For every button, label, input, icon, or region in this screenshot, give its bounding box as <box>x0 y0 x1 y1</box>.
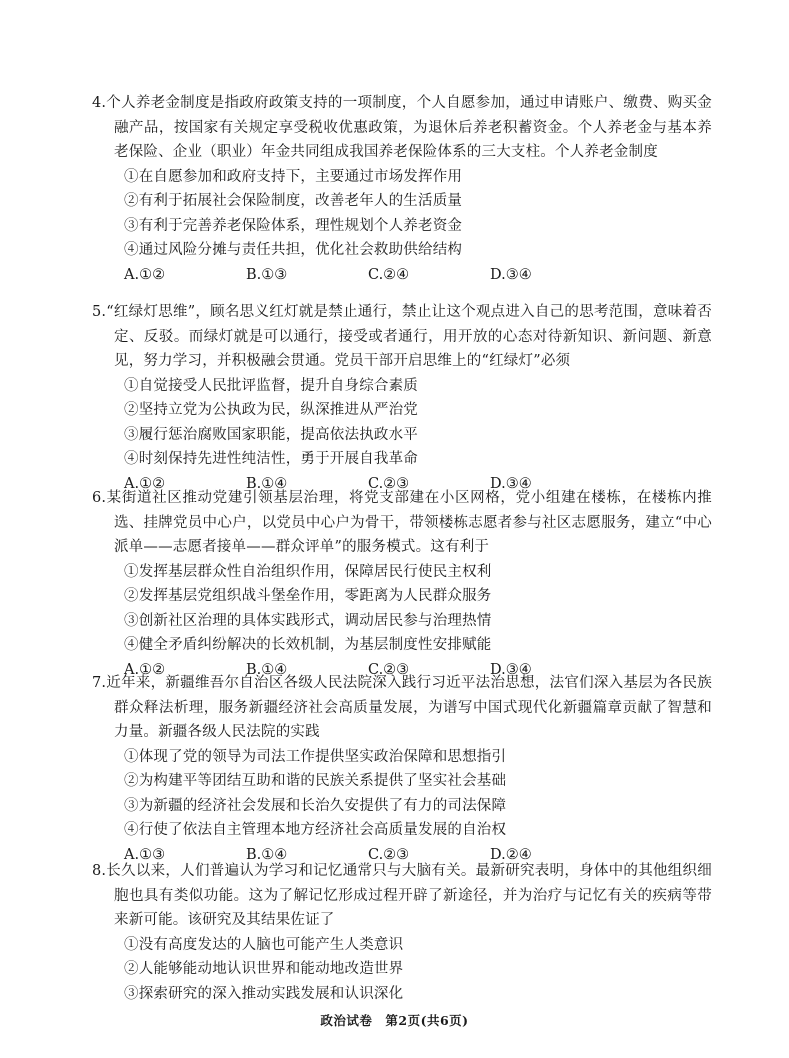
question-7 <box>92 671 712 867</box>
option-1: ①体现了党的领导为司法工作提供坚实政治保障和思想指引 <box>124 748 507 765</box>
option-1: ①自觉接受人民批评监督，提升自身综合素质 <box>124 377 418 394</box>
answer-a: A.①③ <box>124 846 166 863</box>
answer-choices <box>92 263 712 288</box>
option-3: ③履行惩治腐败国家职能，提高依法执政水平 <box>124 426 418 443</box>
answer-d: D.②④ <box>490 846 532 863</box>
answer-b: B.①③ <box>246 266 288 283</box>
question-6 <box>92 486 712 682</box>
answer-b: B.①④ <box>246 475 288 492</box>
option-2: ②为构建平等团结互助和谐的民族关系提供了坚实社会基础 <box>124 773 507 789</box>
option-2: ②坚持立党为公执政为民，纵深推进从严治党 <box>124 402 418 418</box>
question-8 <box>92 859 712 1006</box>
option-2: ②有利于拓展社会保险制度，改善老年人的生活质量 <box>124 193 463 209</box>
answer-a: A.①② <box>124 475 166 492</box>
answer-b: B.①④ <box>246 846 288 863</box>
answer-c: C.②③ <box>368 475 410 492</box>
option-3: ③创新社区治理的具体实践形式，调动居民参与治理热情 <box>124 612 492 629</box>
option-4: ④通过风险分摊与责任共担，优化社会救助供给结构 <box>124 242 463 258</box>
answer-c: C.②③ <box>368 661 410 678</box>
option-2: ②人能够能动地认识世界和能动地改造世界 <box>124 961 404 977</box>
option-1: ①在自愿参加和政府支持下，主要通过市场发挥作用 <box>124 168 463 185</box>
answer-c: C.②③ <box>368 846 410 863</box>
option-2: ②发挥基层党组织战斗堡垒作用，零距离为人民群众服务 <box>124 588 492 604</box>
question-4 <box>92 91 712 287</box>
question-stem: 5.“红绿灯思维”，顾名思义红灯就是禁止通行，禁止让这个观点进入自己的思考范围，意味着否定、反驳。而绿灯就是可以通行，接受或者通行，用开放的心态对待新知识、新问题、新意见，努力学习，并积极融会贯通。党员干部开启思维上的“红绿灯”必须 <box>92 304 712 369</box>
answer-d: D.③④ <box>490 661 532 678</box>
option-4: ④行使了依法自主管理本地方经济社会高质量发展的自治权 <box>124 822 507 838</box>
question-5 <box>92 300 712 496</box>
option-1: ①没有高度发达的人脑也可能产生人类意识 <box>124 936 404 953</box>
option-1: ①发挥基层群众性自治组织作用，保障居民行使民主权利 <box>124 563 492 580</box>
answer-d: D.③④ <box>490 475 532 492</box>
answer-a: A.①② <box>124 661 166 678</box>
question-stem: 7.近年来，新疆维吾尔自治区各级人民法院深入践行习近平法治思想，法官们深入基层为各民族群众释法析理，服务新疆经济社会高质量发展，为谱写中国式现代化新疆篇章贡献了智慧和力量。新疆各级人民法院的实践 <box>92 675 712 740</box>
question-stem: 8.长久以来，人们普遍认为学习和记忆通常只与大脑有关。最新研究表明，身体中的其他组织细胞也具有类似功能。这为了解记忆形成过程开辟了新途径，并为治疗与记忆有关的疾病等带来新可能。该研究及其结果佐证了 <box>92 863 712 928</box>
option-4: ④健全矛盾纠纷解决的长效机制，为基层制度性安排赋能 <box>124 637 492 653</box>
option-3: ③探索研究的深入推动实践发展和认识深化 <box>124 985 404 1002</box>
answer-a: A.①② <box>124 266 166 283</box>
question-stem: 6.某街道社区推动党建引领基层治理，将党支部建在小区网格，党小组建在楼栋，在楼栋内推选、挂牌党员中心户，以党员中心户为骨干，带领楼栋志愿者参与社区志愿服务，建立“中心派单——志愿者接单——群众评单”的服务模式。这有利于 <box>92 490 712 555</box>
answer-b: B.①④ <box>246 661 288 678</box>
option-3: ③为新疆的经济社会发展和长治久安提供了有力的司法保障 <box>124 797 507 814</box>
question-stem: 4.个人养老金制度是指政府政策支持的一项制度，个人自愿参加，通过申请账户、缴费、购买金融产品，按国家有关规定享受税收优惠政策，为退休后养老积蓄资金。个人养老金与基本养老保险、企业（职业）年金共同组成我国养老保险体系的三大支柱。个人养老金制度 <box>92 95 712 160</box>
option-3: ③有利于完善养老保险体系，理性规划个人养老资金 <box>124 217 463 234</box>
answer-d: D.③④ <box>490 266 532 283</box>
page-footer: 政治试卷 第2页(共6页) <box>320 1013 469 1028</box>
option-4: ④时刻保持先进性纯洁性，勇于开展自我革命 <box>124 451 418 467</box>
answer-c: C.②④ <box>368 266 410 283</box>
